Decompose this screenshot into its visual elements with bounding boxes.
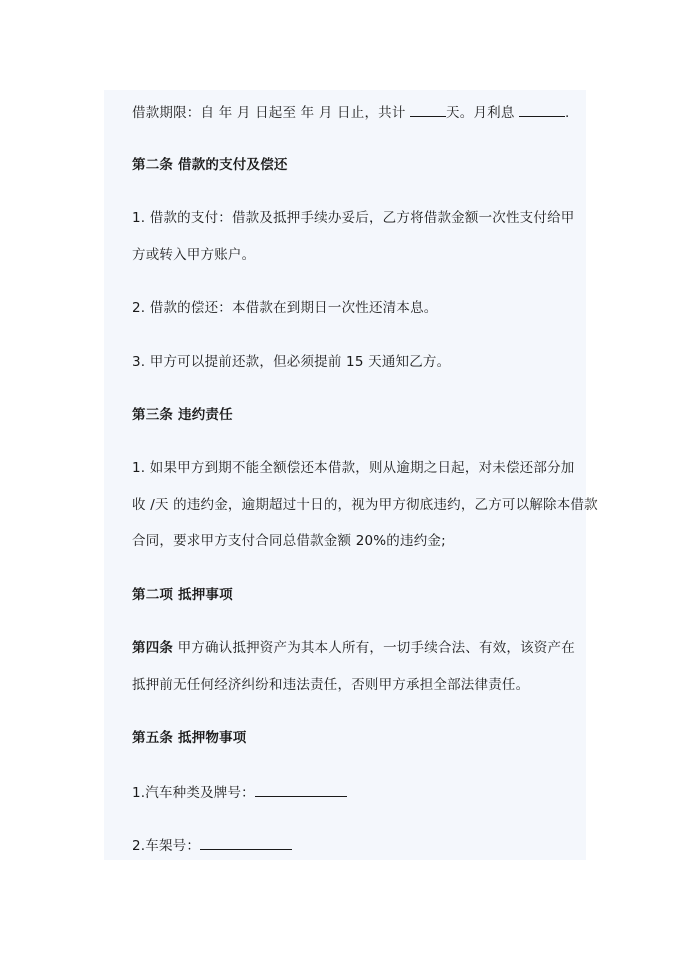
article4-text: 甲方确认抵押资产为其本人所有，一切手续合法、有效，该资产在 bbox=[173, 640, 575, 656]
loan-term-line bbox=[132, 102, 570, 123]
frame-number-label: 2.车架号： bbox=[132, 838, 201, 854]
loan-term-prefix: 借款期限：自 年 月 日起至 年 月 日止，共计 bbox=[132, 105, 411, 121]
loan-term-end: . bbox=[565, 105, 570, 121]
frame-number-field bbox=[132, 835, 292, 856]
article2-item1-line1: 1. 借款的支付：借款及抵押手续办妥后，乙方将借款金额一次性支付给甲 bbox=[132, 210, 575, 226]
article2-item3: 3. 甲方可以提前还款，但必须提前 15 天通知乙方。 bbox=[132, 354, 451, 370]
article5-heading: 第五条 抵押物事项 bbox=[132, 730, 247, 746]
vehicle-type-blank bbox=[255, 782, 347, 797]
article4-line2: 抵押前无任何经济纠纷和违法责任，否则甲方承担全部法律责任。 bbox=[132, 677, 530, 693]
article4-line1 bbox=[132, 638, 575, 658]
days-blank bbox=[410, 102, 446, 117]
article3-heading: 第三条 违约责任 bbox=[132, 407, 233, 423]
article2-item2: 2. 借款的偿还：本借款在到期日一次性还清本息。 bbox=[132, 300, 438, 316]
article2-heading: 第二条 借款的支付及偿还 bbox=[132, 157, 288, 173]
article2-item1-line2: 方或转入甲方账户。 bbox=[132, 247, 256, 263]
article3-item1-line3: 合同，要求甲方支付合同总借款金额 20%的违约金; bbox=[132, 533, 446, 549]
vehicle-type-label: 1.汽车种类及牌号： bbox=[132, 785, 255, 801]
article4-label: 第四条 bbox=[132, 640, 174, 656]
article3-item1-line2: 收 /天 的违约金，逾期超过十日的，视为甲方彻底违约，乙方可以解除本借款 bbox=[132, 497, 598, 513]
frame-number-blank bbox=[200, 835, 292, 850]
section2-heading: 第二项 抵押事项 bbox=[132, 587, 233, 603]
monthly-interest-blank bbox=[519, 102, 565, 117]
article3-item1-line1: 1. 如果甲方到期不能全额偿还本借款，则从逾期之日起，对未偿还部分加 bbox=[132, 460, 575, 476]
vehicle-type-field bbox=[132, 782, 347, 803]
loan-term-days-suffix: 天。月利息 bbox=[446, 105, 520, 121]
